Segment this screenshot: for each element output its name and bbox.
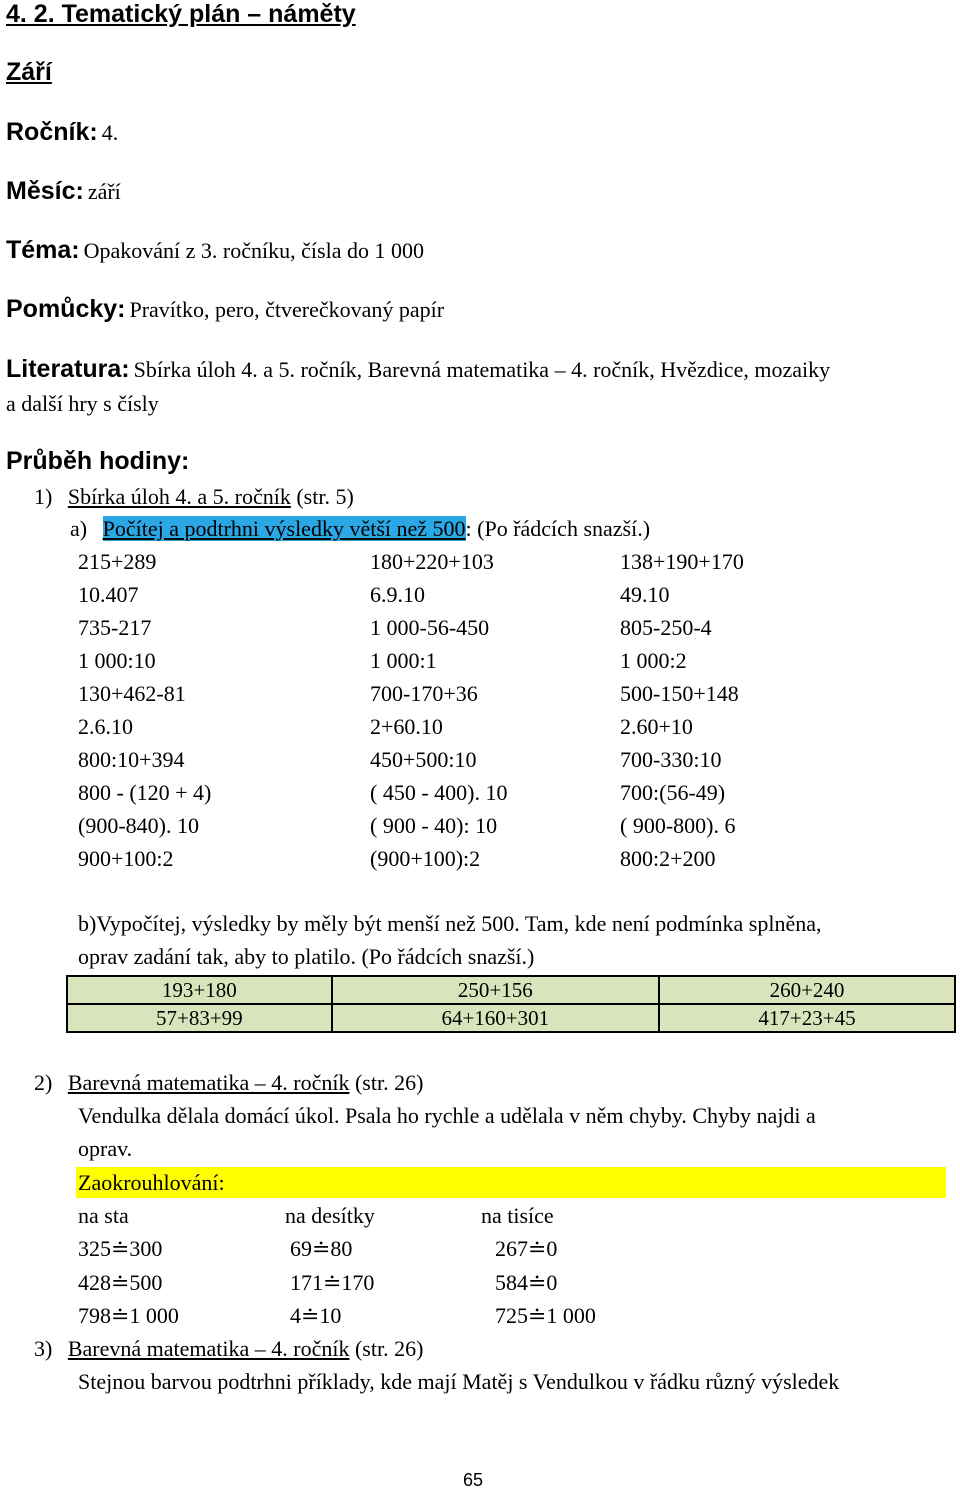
tema-label: Téma: (6, 236, 80, 264)
literatura-value: Sbírka úloh 4. a 5. ročník, Barevná matematika – 4. ročník, Hvězdice, mozaiky (133, 357, 831, 382)
calc-cell: 700-170+36 (370, 681, 478, 706)
calc-cell: (900+100):2 (370, 846, 481, 871)
pomucky-line (6, 295, 444, 324)
item1-title: Sbírka úloh 4. a 5. ročník (67, 484, 291, 509)
task-a-highlight: Počítej a podtrhni výsledky větší než 500 (102, 516, 466, 541)
calc-cell: 1 000:1 (370, 648, 437, 673)
item1-number: 1) (34, 484, 53, 509)
calc-cell: 700:(56-49) (620, 780, 726, 805)
calc-cell: 130+462-81 (78, 681, 186, 706)
rounding-cell: 171≐170 (290, 1270, 375, 1295)
task-b-line2: oprav zadání tak, aby to platilo. (Po řádcích snazší.) (78, 944, 535, 969)
page-number: 65 (463, 1470, 484, 1490)
calc-cell: 2.6.10 (78, 714, 133, 739)
task-b-table (66, 975, 956, 1033)
prubeh-label: Průběh hodiny: (6, 447, 190, 475)
calc-cell: 49.10 (620, 582, 670, 607)
mesic-label: Měsíc: (6, 177, 84, 205)
item2-number: 2) (34, 1070, 53, 1095)
rocnik-label: Ročník: (6, 118, 98, 146)
rounding-cell: 798≐1 000 (78, 1303, 179, 1328)
rounding-label: Zaokrouhlování: (76, 1167, 946, 1198)
table-cell: 64+160+301 (332, 1004, 659, 1032)
table-row (67, 1004, 955, 1032)
calc-cell: 180+220+103 (370, 549, 494, 574)
item2-text-line1: Vendulka dělala domácí úkol. Psala ho rychle a udělala v něm chyby. Chyby najdi a (78, 1103, 816, 1128)
calc-cell: 805-250-4 (620, 615, 712, 640)
item1-suffix: (str. 5) (296, 484, 354, 509)
item3-number: 3) (34, 1336, 53, 1361)
rounding-header-sta: na sta (78, 1203, 129, 1228)
table-cell: 417+23+45 (659, 1004, 955, 1032)
calc-cell: ( 900 - 40): 10 (370, 813, 498, 838)
calc-cell: 800 - (120 + 4) (78, 780, 212, 805)
calc-cell: (900-840). 10 (78, 813, 199, 838)
tema-value: Opakování z 3. ročníku, čísla do 1 000 (83, 238, 424, 263)
calc-cell: 2+60.10 (370, 714, 443, 739)
calc-cell: 1 000-56-450 (370, 615, 490, 640)
item1-task-a (70, 516, 650, 542)
table-row (67, 976, 955, 1004)
rounding-cell: 325≐300 (78, 1236, 163, 1261)
item2-heading (34, 1070, 423, 1096)
rounding-header-desitky: na desítky (285, 1203, 375, 1228)
item3-title: Barevná matematika – 4. ročník (67, 1336, 350, 1361)
calc-cell: 500-150+148 (620, 681, 739, 706)
rounding-cell: 267≐0 (495, 1236, 558, 1261)
calc-cell: 6.9.10 (370, 582, 425, 607)
calc-cell: 735-217 (78, 615, 152, 640)
rounding-cell: 428≐500 (78, 1270, 163, 1295)
tema-line (6, 236, 424, 265)
rounding-cell: 584≐0 (495, 1270, 558, 1295)
pomucky-value: Pravítko, pero, čtverečkovaný papír (129, 297, 445, 322)
task-b-line1: b)Vypočítej, výsledky by měly být menší než 500. Tam, kde není podmínka splněna, (78, 911, 822, 936)
calc-cell: 138+190+170 (620, 549, 744, 574)
literatura-line (6, 355, 830, 384)
rocnik-value: 4. (101, 120, 119, 145)
literatura-value-line2: a další hry s čísly (6, 391, 159, 416)
calc-cell: 1 000:2 (620, 648, 687, 673)
calc-cell: ( 450 - 400). 10 (370, 780, 508, 805)
calc-cell: 700-330:10 (620, 747, 722, 772)
calc-cell: 2.60+10 (620, 714, 693, 739)
rounding-header-tisice: na tisíce (481, 1203, 554, 1228)
item1-heading (34, 484, 354, 510)
item2-text-line2: oprav. (78, 1136, 133, 1161)
calc-cell: 10.407 (78, 582, 139, 607)
calc-cell: 800:2+200 (620, 846, 716, 871)
table-cell: 57+83+99 (67, 1004, 332, 1032)
rocnik-line (6, 118, 118, 147)
table-cell: 260+240 (659, 976, 955, 1004)
pomucky-label: Pomůcky: (6, 295, 126, 323)
month-heading: Září (6, 58, 52, 86)
table-cell: 250+156 (332, 976, 659, 1004)
rounding-cell: 725≐1 000 (495, 1303, 596, 1328)
rounding-cell: 69≐80 (290, 1236, 353, 1261)
calc-cell: 215+289 (78, 549, 157, 574)
item3-text-line1: Stejnou barvou podtrhni příklady, kde mají Matěj s Vendulkou v řádku různý výsledek (78, 1369, 840, 1394)
item3-heading (34, 1336, 423, 1362)
page-heading: 4. 2. Tematický plán – náměty (6, 0, 356, 28)
table-cell: 193+180 (67, 976, 332, 1004)
calc-cell: 900+100:2 (78, 846, 174, 871)
mesic-value: září (87, 179, 121, 204)
item3-suffix: (str. 26) (354, 1336, 424, 1361)
item2-title: Barevná matematika – 4. ročník (67, 1070, 350, 1095)
calc-cell: ( 900-800). 6 (620, 813, 736, 838)
task-a-rest: : (Po řádcích snazší.) (465, 516, 651, 541)
task-a-prefix: a) (70, 516, 88, 541)
item2-suffix: (str. 26) (354, 1070, 424, 1095)
calc-cell: 450+500:10 (370, 747, 477, 772)
calc-cell: 1 000:10 (78, 648, 156, 673)
mesic-line (6, 177, 121, 206)
calc-cell: 800:10+394 (78, 747, 185, 772)
literatura-label: Literatura: (6, 355, 130, 383)
rounding-cell: 4≐10 (290, 1303, 342, 1328)
